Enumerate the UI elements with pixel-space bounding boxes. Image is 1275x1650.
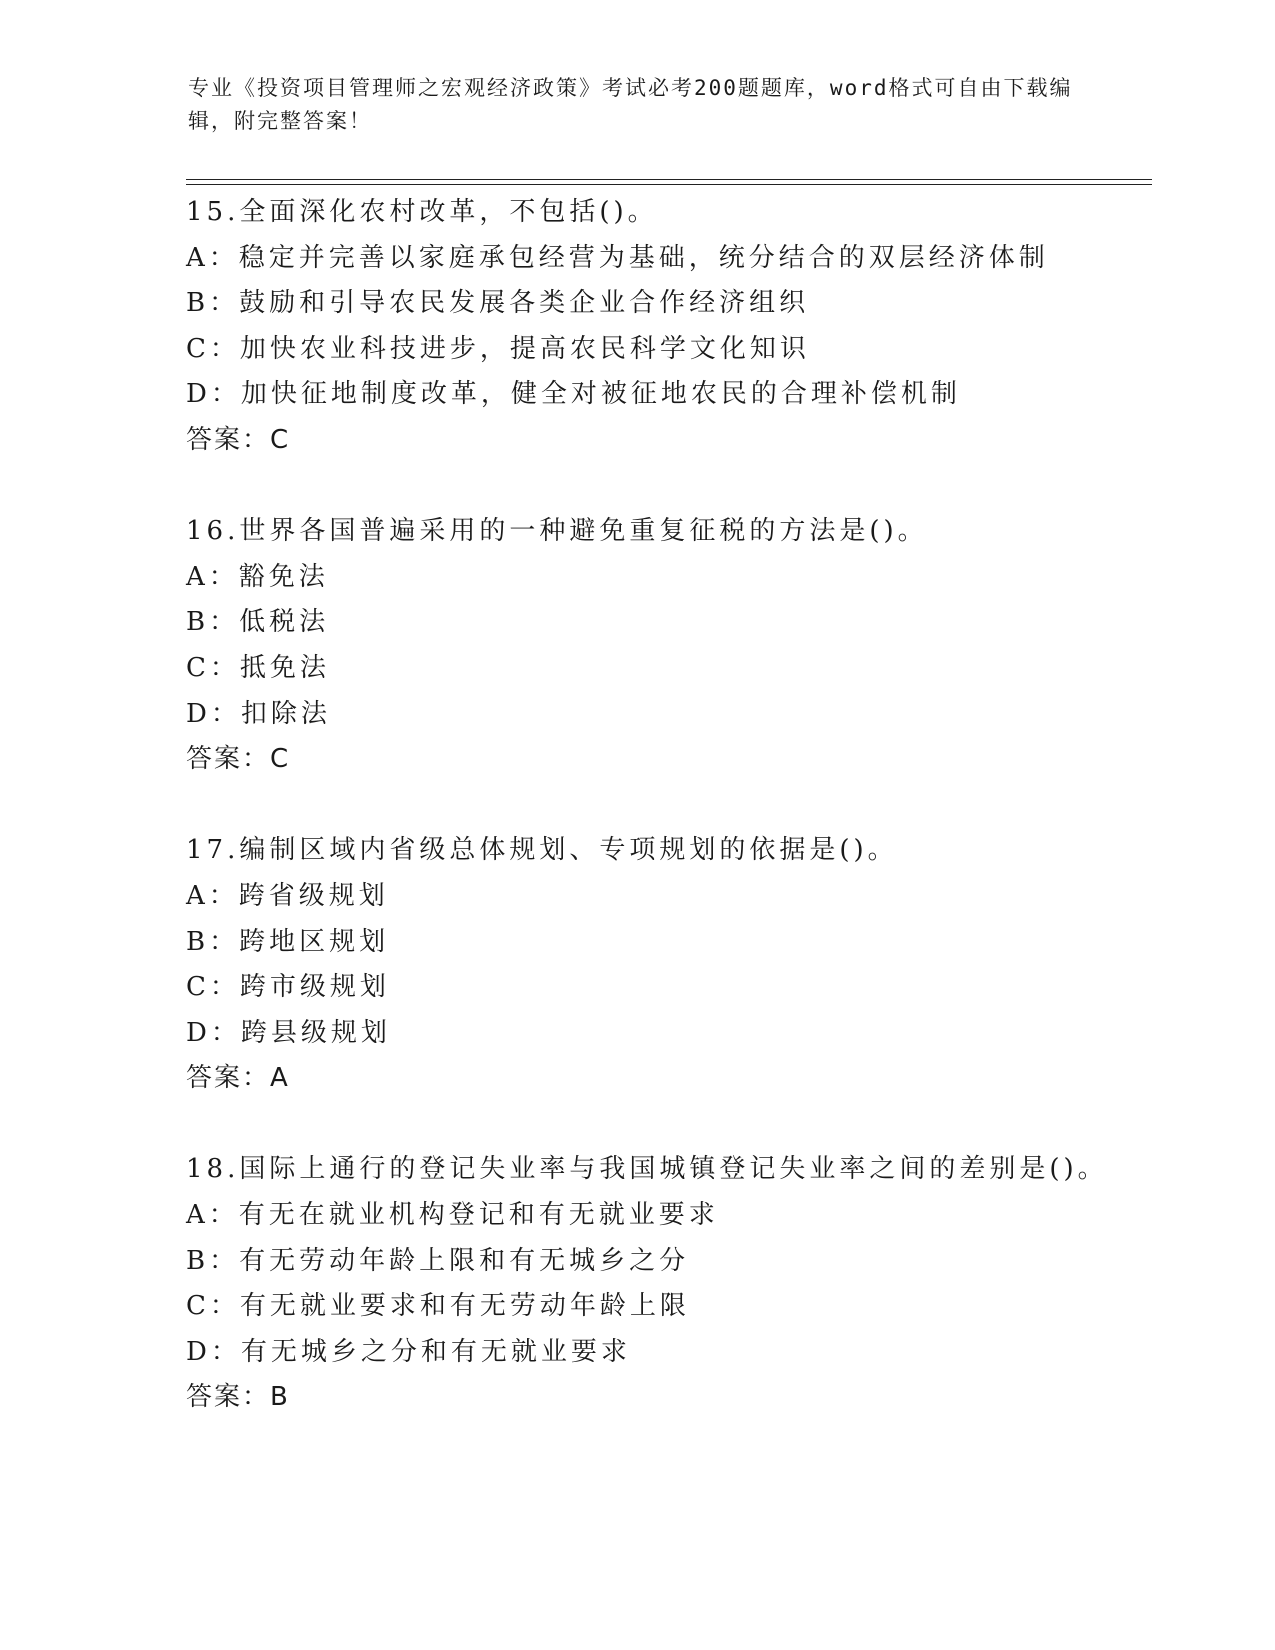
option-c: C：抵免法 [186, 652, 330, 683]
question-17 [186, 828, 1166, 1147]
answer-label: 答案：C [186, 424, 291, 455]
option-a: A：稳定并完善以家庭承包经营为基础，统分结合的双层经济体制 [186, 242, 1049, 273]
question-16 [186, 509, 1166, 828]
option-b: B：低税法 [186, 607, 330, 638]
option-d: D：有无城乡之分和有无就业要求 [186, 1336, 631, 1367]
option-b: B：鼓励和引导农民发展各类企业合作经济组织 [186, 288, 810, 319]
question-15 [186, 190, 1166, 509]
question-stem: 17.编制区域内省级总体规划、专项规划的依据是()。 [186, 835, 898, 866]
option-a: A：有无在就业机构登记和有无就业要求 [186, 1200, 719, 1231]
option-d: D：加快征地制度改革，健全对被征地农民的合理补偿机制 [186, 379, 961, 410]
option-c: C：加快农业科技进步，提高农民科学文化知识 [186, 333, 810, 364]
header-text: 专业《投资项目管理师之宏观经济政策》考试必考200题题库，word格式可自由下载编辑，附完整答案！ [188, 76, 1073, 133]
answer-label: 答案：A [186, 1063, 290, 1094]
document-header [188, 72, 1088, 138]
answer-label: 答案：C [186, 744, 291, 775]
option-c: C：有无就业要求和有无劳动年龄上限 [186, 1291, 690, 1322]
header-divider-bottom [186, 184, 1152, 185]
question-18 [186, 1147, 1166, 1421]
option-d: D：扣除法 [186, 698, 331, 729]
option-b: B：有无劳动年龄上限和有无城乡之分 [186, 1245, 690, 1276]
question-stem: 18.国际上通行的登记失业率与我国城镇登记失业率之间的差别是()。 [186, 1154, 1108, 1185]
option-d: D：跨县级规划 [186, 1017, 391, 1048]
header-divider-top [186, 179, 1152, 180]
option-a: A：豁免法 [186, 561, 329, 592]
question-stem: 15.全面深化农村改革，不包括()。 [186, 197, 658, 227]
question-list [186, 190, 1166, 1421]
option-b: B：跨地区规划 [186, 926, 390, 957]
answer-label: 答案：B [186, 1382, 290, 1413]
option-c: C：跨市级规划 [186, 972, 390, 1003]
option-a: A：跨省级规划 [186, 880, 389, 911]
question-stem: 16.世界各国普遍采用的一种避免重复征税的方法是()。 [186, 516, 928, 547]
